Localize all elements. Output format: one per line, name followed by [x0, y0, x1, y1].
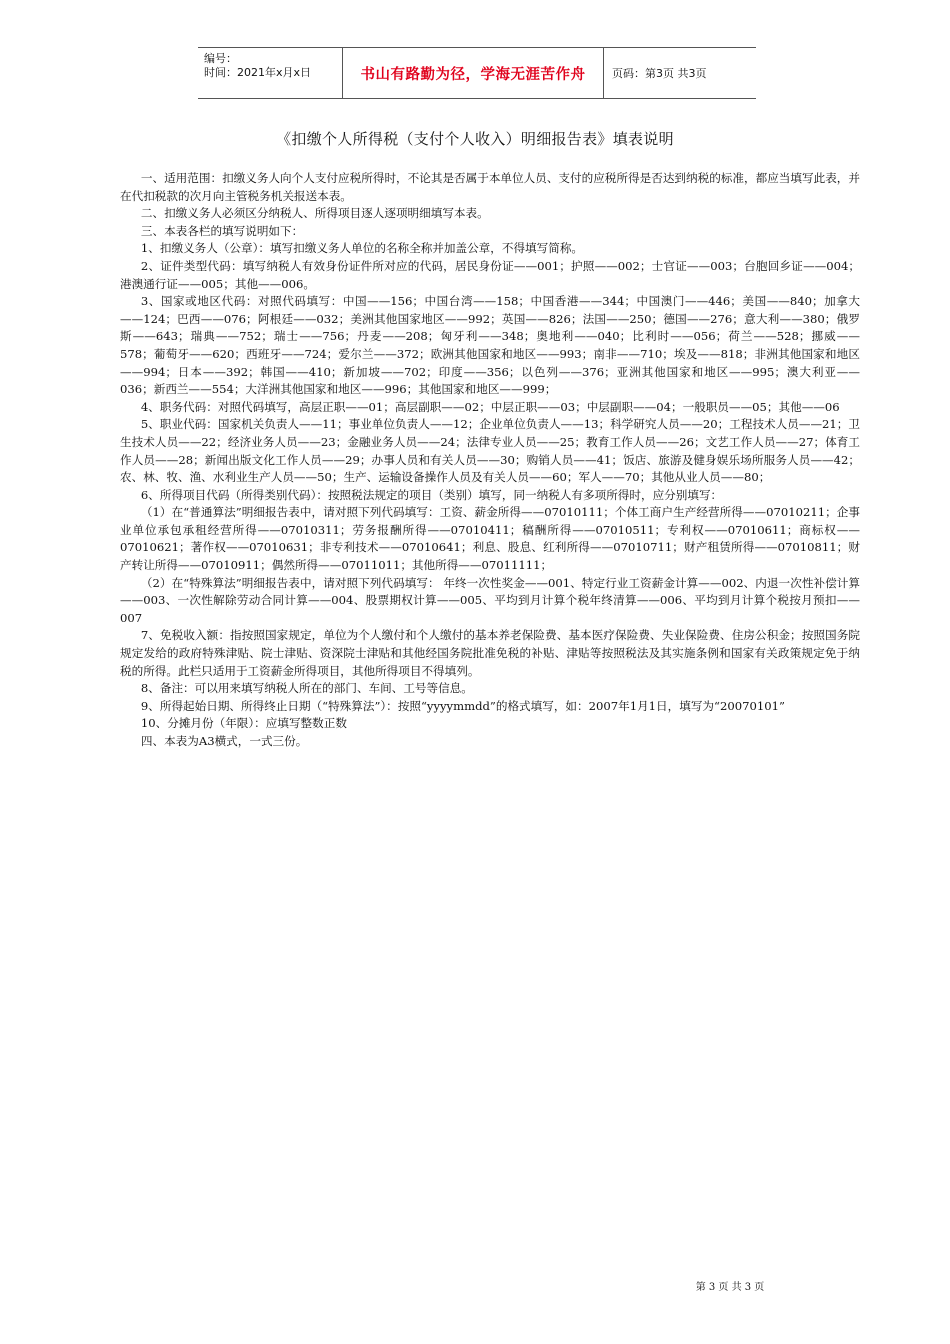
paragraph: 9、所得起始日期、所得终止日期（“特殊算法”）：按照“yyyymmdd”的格式填写，如：2007年1月1日，填写为“20070101”	[140, 698, 785, 713]
paragraph: 2、证件类型代码：填写纳税人有效身份证件所对应的代码，居民身份证——001；护照——002；士官证——003；台胞回乡证——004；港澳通行证——005；其他——006。	[120, 258, 860, 291]
paragraph: 5、职业代码：国家机关负责人——11；事业单位负责人——12；企业单位负责人——13；科学研究人员——20；工程技术人员——21；卫生技术人员——22；经济业务人员——23；金融业务人员——24；法律专业人员——25；教育工作人员——26；文艺工作人员——27；体育工作人员——28；新闻出版文化工作人员——29；办事人员和有关人员——30；购销人员——41；饭店、旅游及健身娱乐场所服务人员——42；农、林、牧、渔、水利业生产人员——50；生产、运输设备操作人员及有关人员——60；军人——70；其他从业人员——80；	[120, 417, 860, 485]
document-body	[120, 170, 860, 751]
paragraph: 1、扣缴义务人（公章）：填写扣缴义务人单位的名称全称并加盖公章，不得填写简称。	[140, 241, 584, 256]
paragraph: 7、免税收入额：指按照国家规定，单位为个人缴付和个人缴付的基本养老保险费、基本医疗保险费、失业保险费、住房公积金；按照国务院规定发给的政府特殊津贴、院士津贴、资深院士津贴和其他经国务院批准免税的补贴、津贴等按照税法及其实施条例和国家有关政策规定免于纳税的所得。此栏只适用于工资薪金所得项目，其他所得项目不得填列。	[120, 628, 860, 678]
paragraph: 4、职务代码：对照代码填写，高层正职——01；高层副职——02；中层正职——03；中层副职——04；一般职员——05；其他——06	[140, 399, 840, 414]
paragraph: （2）在“特殊算法”明细报告表中，请对照下列代码填写： 年终一次性奖金——001、特定行业工资薪金计算——002、内退一次性补偿计算——003、一次性解除劳动合同计算——004、股票期权计算——005、平均到月计算个税年终清算——006、平均到月计算个税按月预扣——007	[120, 575, 860, 625]
paragraph: 四、本表为A3横式，一式三份。	[140, 734, 308, 748]
document-title: 《扣缴个人所得税（支付个人收入）明细报告表》填表说明	[276, 130, 674, 148]
header-slogan: 书山有路勤为径，学海无涯苦作舟	[343, 48, 604, 98]
paragraph: 三、本表各栏的填写说明如下：	[140, 223, 304, 238]
paragraph: 一、适用范围：扣缴义务人向个人支付应税所得时，不论其是否属于本单位人员、支付的应税所得是否达到纳税的标准，都应当填写此表，并在代扣税款的次月向主管税务机关报送本表。	[120, 171, 860, 203]
header-meta	[198, 48, 343, 98]
paragraph: 二、扣缴义务人必须区分纳税人、所得项目逐人逐项明细填写本表。	[140, 206, 489, 221]
paragraph: 6、所得项目代码（所得类别代码）：按照税法规定的项目（类别）填写，同一纳税人有多项所得时，应分别填写：	[140, 487, 723, 502]
page-footer: 第 3 页 共 3 页	[695, 1282, 765, 1293]
paragraph: （1）在“普通算法”明细报告表中，请对照下列代码填写：工资、薪金所得——07010111；个体工商户生产经营所得——07010211；企事业单位承包承租经营所得——07010311；劳务报酬所得——07010411；稿酬所得——07010511；专利权——07010611；商标权——07010621；著作权——07010631；非专利技术——07010641；利息、股息、红利所得——07010711；财产租赁所得——07010811；财产转让所得——07010911；偶然所得——07011011；其他所得——07011111；	[120, 505, 860, 573]
paragraph: 10、分摊月份（年限）：应填写整数正数	[140, 716, 347, 731]
document-time: 时间：2021年x月x日	[204, 66, 312, 79]
document-header	[198, 47, 756, 99]
document-number: 编号：	[204, 52, 237, 65]
paragraph: 8、备注：可以用来填写纳税人所在的部门、车间、工号等信息。	[140, 681, 473, 696]
header-page-number: 页码：第3页 共3页	[612, 67, 707, 80]
paragraph: 3、国家或地区代码：对照代码填写：中国——156；中国台湾——158；中国香港——344；中国澳门——446；美国——840；加拿大——124；巴西——076；阿根廷——032；美洲其他国家地区——992；英国——826；法国——250；德国——276；意大利——380；俄罗斯——643；瑞典——752；瑞士——756；丹麦——208；匈牙利——348；奥地利——040；比利时——056；荷兰——528；挪威——578；葡萄牙——620；西班牙——724；爱尔兰——372；欧洲其他国家和地区——993；南非——710；埃及——818；非洲其他国家和地区——994；日本——392；韩国——410；新加坡——702；印度——356；以色列——376；亚洲其他国家和地区——995；澳大利亚——036；新西兰——554；大洋洲其他国家和地区——996；其他国家和地区——999；	[120, 294, 860, 397]
